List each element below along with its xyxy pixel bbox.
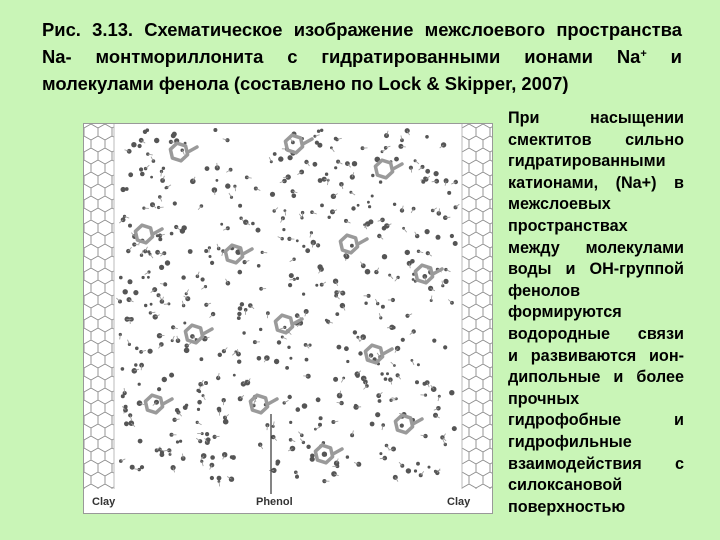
water-molecule <box>147 250 150 253</box>
water-molecule <box>205 166 210 171</box>
water-molecule <box>201 277 205 281</box>
water-molecule <box>374 270 378 274</box>
water-molecule <box>326 320 330 324</box>
water-molecule <box>150 303 153 306</box>
water-molecule <box>316 397 321 402</box>
phenol-oh-group <box>333 449 342 454</box>
water-molecule <box>365 269 371 275</box>
clay-layer-right <box>462 124 492 489</box>
water-molecule <box>225 183 230 188</box>
water-molecule <box>164 283 167 286</box>
water-molecule <box>237 360 241 364</box>
water-molecule <box>130 465 135 470</box>
hydrogen-bond <box>404 228 407 232</box>
water-molecule <box>351 206 355 210</box>
water-molecule <box>217 407 222 412</box>
water-molecule <box>416 462 420 466</box>
water-molecule <box>315 141 319 145</box>
water-molecule <box>209 255 212 258</box>
water-molecule <box>299 170 304 175</box>
water-molecule <box>367 222 370 225</box>
water-molecule <box>196 389 200 393</box>
water-molecule <box>436 235 441 240</box>
water-molecule <box>339 182 344 187</box>
water-molecule <box>320 204 324 208</box>
water-molecule <box>384 377 388 381</box>
water-molecule <box>305 248 310 253</box>
water-molecule <box>371 195 374 198</box>
side-text-line: гидратированными <box>508 152 666 171</box>
water-molecule <box>278 156 283 161</box>
water-molecule <box>218 353 222 357</box>
water-molecule <box>162 377 167 382</box>
water-molecule <box>333 377 338 382</box>
water-molecule <box>237 316 241 320</box>
hydrogen-bond <box>274 208 278 211</box>
side-text-line: пространствах <box>508 216 628 235</box>
phenol-ring <box>340 235 357 253</box>
hydrogen-bond <box>214 190 215 195</box>
water-molecule <box>295 475 299 479</box>
phenol-oh-group <box>188 147 197 152</box>
phenol-ring <box>285 135 302 153</box>
side-text-line: между молекулами <box>508 238 684 257</box>
water-molecule <box>425 229 430 234</box>
water-molecule <box>288 395 292 399</box>
water-molecule <box>197 408 200 411</box>
water-molecule <box>319 416 323 420</box>
water-molecule <box>274 359 279 364</box>
water-molecule <box>142 276 145 279</box>
water-molecule <box>401 338 405 342</box>
water-molecule <box>443 345 447 349</box>
hydrogen-bond <box>415 161 419 164</box>
water-molecule <box>289 357 292 360</box>
water-molecule <box>368 205 371 208</box>
hydrogen-bond <box>364 386 368 390</box>
water-molecule <box>371 174 374 177</box>
water-molecule <box>205 432 209 436</box>
water-molecule <box>138 383 141 386</box>
hydrogen-bond <box>283 177 288 178</box>
water-molecule <box>318 423 322 427</box>
water-molecule <box>353 330 357 334</box>
hydrogen-bond <box>387 327 392 328</box>
water-molecule <box>242 331 245 334</box>
water-molecule <box>210 455 215 460</box>
water-molecule <box>380 372 383 375</box>
water-molecule <box>320 129 323 132</box>
water-molecule <box>259 328 262 331</box>
hydrogen-bond <box>150 254 153 258</box>
side-text-line: дипольные и более <box>508 368 684 387</box>
side-text-line: При насыщении <box>508 109 684 127</box>
figure-caption <box>42 16 682 97</box>
water-molecule <box>237 312 241 316</box>
phenol-oh-group <box>203 329 212 334</box>
hydrogen-bond <box>232 352 236 355</box>
side-text-line: смектитов сильно <box>508 130 684 149</box>
water-molecule <box>147 276 150 279</box>
water-molecule <box>172 132 177 137</box>
water-molecule <box>162 167 165 170</box>
water-molecule <box>375 412 380 417</box>
water-molecule <box>289 421 292 424</box>
water-molecule <box>364 302 367 305</box>
water-molecule <box>251 222 255 226</box>
water-molecule <box>240 302 244 306</box>
water-molecule <box>281 237 284 240</box>
phenol-oh-group <box>383 349 392 354</box>
side-text-line: воды и ОН-группой <box>508 260 684 279</box>
hydrogen-bond <box>395 277 398 281</box>
caption-text: Схематическое изображение межслоевого пространства Na- монтмориллонита с гидратированными ионами Na <box>42 19 682 67</box>
water-molecule <box>139 167 143 171</box>
water-molecule <box>220 223 223 226</box>
water-molecule <box>273 152 277 156</box>
water-molecule <box>165 260 170 265</box>
water-molecule <box>238 270 243 275</box>
phenol-oh-group <box>153 229 162 234</box>
water-molecule <box>289 273 294 278</box>
water-molecule <box>317 130 320 133</box>
water-molecule <box>128 172 133 177</box>
water-molecule <box>160 299 165 304</box>
side-text-line: формируются <box>508 303 622 322</box>
side-text-line: гидрофобные и <box>508 411 684 430</box>
phenol-oh-group <box>358 239 367 244</box>
water-molecule <box>443 279 448 284</box>
water-molecule <box>150 176 153 179</box>
water-molecule <box>288 155 293 160</box>
water-molecule <box>158 237 162 241</box>
water-molecule <box>379 452 382 455</box>
water-molecule <box>370 422 375 427</box>
water-molecule <box>148 349 153 354</box>
water-molecule <box>223 419 229 425</box>
phenol-ring <box>375 160 392 178</box>
phenol-oh-group <box>393 164 402 169</box>
water-molecule <box>310 454 314 458</box>
water-molecule <box>170 232 174 236</box>
water-molecule <box>367 201 370 204</box>
hydrogen-bond <box>267 313 268 318</box>
water-molecule <box>434 171 439 176</box>
water-molecule <box>185 344 189 348</box>
water-molecule <box>361 263 366 268</box>
water-molecule <box>181 149 184 152</box>
water-molecule <box>225 138 229 142</box>
water-molecule <box>213 128 217 132</box>
water-molecule <box>158 195 162 199</box>
water-molecule <box>436 406 441 411</box>
hydrogen-bond <box>164 450 169 451</box>
water-molecule <box>256 228 261 233</box>
water-molecule <box>432 339 436 343</box>
water-molecule <box>173 201 177 205</box>
water-molecule <box>254 187 258 191</box>
water-molecule <box>346 455 349 458</box>
water-molecule <box>450 234 454 238</box>
side-text-line: катионами, (Na+) в <box>508 173 684 192</box>
hydrogen-bond <box>209 248 210 253</box>
water-molecule <box>179 440 182 443</box>
water-molecule <box>144 304 147 307</box>
water-molecule <box>317 264 322 269</box>
water-molecule <box>138 439 143 444</box>
phenol-oh-group <box>433 269 442 274</box>
water-molecule <box>217 476 222 481</box>
water-molecule <box>356 336 359 339</box>
water-molecule <box>169 373 174 378</box>
water-molecule <box>325 173 328 176</box>
water-molecule <box>425 169 430 174</box>
water-molecule <box>257 356 262 361</box>
water-molecule <box>393 203 396 206</box>
phenol-oh-group <box>243 249 252 254</box>
caption-text-end: и молекулами фенола (составлено по Lock & Skipper, 2007) <box>42 46 682 94</box>
water-molecule <box>188 249 193 254</box>
water-molecule <box>394 157 399 162</box>
water-molecule <box>157 387 161 391</box>
water-molecule <box>276 462 280 466</box>
water-molecule <box>159 265 164 270</box>
water-molecule <box>183 322 186 325</box>
side-text-line: взаимодействия с <box>508 454 684 473</box>
water-molecule <box>119 459 123 463</box>
water-molecule <box>384 133 389 138</box>
water-molecule <box>305 358 309 362</box>
water-molecule <box>415 380 419 384</box>
water-molecule <box>357 204 360 207</box>
water-molecule <box>285 366 289 370</box>
water-molecule <box>296 277 299 280</box>
water-molecule <box>123 289 128 294</box>
molecular-simulation-figure <box>83 123 493 514</box>
water-molecule <box>315 284 318 287</box>
side-text-line: гидрофильные <box>508 432 632 451</box>
water-molecule <box>185 296 190 301</box>
water-molecule <box>146 128 150 132</box>
side-text-line: поверхностью <box>508 497 626 516</box>
water-molecule <box>337 345 342 350</box>
water-molecule <box>306 445 310 449</box>
clay-label-right: Clay <box>447 496 471 508</box>
water-molecule <box>152 159 156 163</box>
simulation-illustration <box>84 124 492 513</box>
water-molecule <box>133 290 138 295</box>
water-molecule <box>302 403 308 409</box>
water-molecule <box>379 180 382 183</box>
water-molecule <box>277 340 281 344</box>
water-molecule <box>197 400 202 405</box>
phenol-ring <box>395 415 412 433</box>
water-molecule <box>216 179 219 182</box>
water-molecule <box>131 142 136 147</box>
water-molecule <box>381 305 385 309</box>
water-molecule <box>121 367 125 371</box>
water-molecule <box>226 281 231 286</box>
water-molecule <box>380 218 385 223</box>
water-molecule <box>313 162 318 167</box>
phenol-ring <box>275 315 292 333</box>
hydrogen-bond <box>390 275 393 279</box>
water-molecule <box>414 469 417 472</box>
water-molecule <box>184 348 190 354</box>
side-text-line: и развиваются ион- <box>508 346 684 365</box>
water-molecule <box>378 399 382 403</box>
water-molecule <box>335 312 339 316</box>
water-molecule <box>296 239 299 242</box>
water-molecule <box>181 275 185 279</box>
water-molecule <box>344 219 348 223</box>
caption-prefix: Рис. 3.13. <box>42 19 134 40</box>
water-molecule <box>302 293 305 296</box>
water-molecule <box>322 452 327 457</box>
water-molecule <box>415 234 419 238</box>
water-molecule <box>257 264 261 268</box>
water-molecule <box>200 357 204 361</box>
phenol-oh-group <box>268 399 277 404</box>
phenol-oh-group <box>163 399 172 404</box>
water-molecule <box>138 144 142 148</box>
water-molecule <box>386 372 389 375</box>
water-molecule <box>302 245 305 248</box>
water-molecule <box>125 187 129 191</box>
water-molecule <box>210 261 214 265</box>
water-molecule <box>135 347 139 351</box>
water-molecule <box>304 309 309 314</box>
water-molecule <box>281 336 284 339</box>
water-molecule <box>453 241 458 246</box>
water-molecule <box>350 244 354 248</box>
water-molecule <box>288 283 292 287</box>
water-molecule <box>210 476 214 480</box>
water-molecule <box>334 137 338 141</box>
hydrogen-bond <box>445 217 450 218</box>
hydrogen-bond <box>391 362 395 365</box>
phenol-label: Phenol <box>256 496 293 508</box>
water-molecule <box>344 346 349 351</box>
water-molecule <box>134 363 137 366</box>
water-molecule <box>296 407 301 412</box>
water-molecule <box>452 426 457 431</box>
water-molecule <box>127 149 132 154</box>
water-molecule <box>233 374 236 377</box>
side-text-line: межслоевых <box>508 195 611 214</box>
water-molecule <box>358 351 362 355</box>
caption-superscript: + <box>640 48 647 60</box>
phenol-molecules <box>135 135 442 463</box>
water-molecule <box>124 421 129 426</box>
water-molecule <box>346 360 349 363</box>
water-molecule <box>190 334 195 339</box>
water-molecule <box>400 424 404 428</box>
hydrogen-bond <box>217 163 218 168</box>
water-molecule <box>238 306 243 311</box>
water-molecule <box>354 404 357 407</box>
water-molecule <box>384 223 389 228</box>
water-molecule <box>119 276 123 280</box>
water-molecule <box>444 268 447 271</box>
water-molecule <box>282 228 285 231</box>
water-molecule <box>143 249 147 253</box>
side-text-line: фенолов <box>508 281 581 300</box>
water-molecule <box>128 279 133 284</box>
water-molecule <box>230 455 234 459</box>
phenol-ring <box>185 325 202 343</box>
water-molecule <box>417 363 420 366</box>
water-molecule <box>449 390 454 395</box>
water-molecule <box>447 191 451 195</box>
water-molecule <box>140 172 145 177</box>
clay-label-left: Clay <box>92 496 116 508</box>
water-molecule <box>270 192 275 197</box>
water-molecule <box>406 468 411 473</box>
water-molecule <box>405 250 410 255</box>
water-molecule <box>337 393 343 399</box>
hydrogen-bond <box>331 148 334 152</box>
water-molecule <box>425 135 429 139</box>
water-molecule <box>204 249 208 253</box>
water-molecule <box>190 179 196 185</box>
water-molecule <box>382 254 387 259</box>
water-molecule <box>428 466 431 469</box>
phenol-ring <box>170 143 187 161</box>
water-molecule <box>185 404 188 407</box>
phenol-oh-group <box>303 139 312 144</box>
side-text-line: водородные связи <box>508 324 684 343</box>
water-molecule <box>128 224 132 228</box>
hydrogen-bond <box>351 192 355 195</box>
hydrogen-bond <box>146 165 150 168</box>
water-molecule <box>238 204 242 208</box>
clay-layer-left <box>84 124 114 489</box>
side-text-line: прочных <box>508 389 580 408</box>
water-molecule <box>287 346 290 349</box>
water-molecule <box>412 278 415 281</box>
water-molecule <box>352 161 357 166</box>
water-molecule <box>328 216 331 219</box>
water-molecule <box>180 228 185 233</box>
water-molecule <box>154 138 159 143</box>
water-molecule <box>176 440 179 443</box>
water-molecule <box>334 166 337 169</box>
side-text-line: силоксановой <box>508 476 623 495</box>
water-molecule <box>292 194 297 199</box>
side-description <box>508 108 684 518</box>
water-molecule <box>384 146 388 150</box>
